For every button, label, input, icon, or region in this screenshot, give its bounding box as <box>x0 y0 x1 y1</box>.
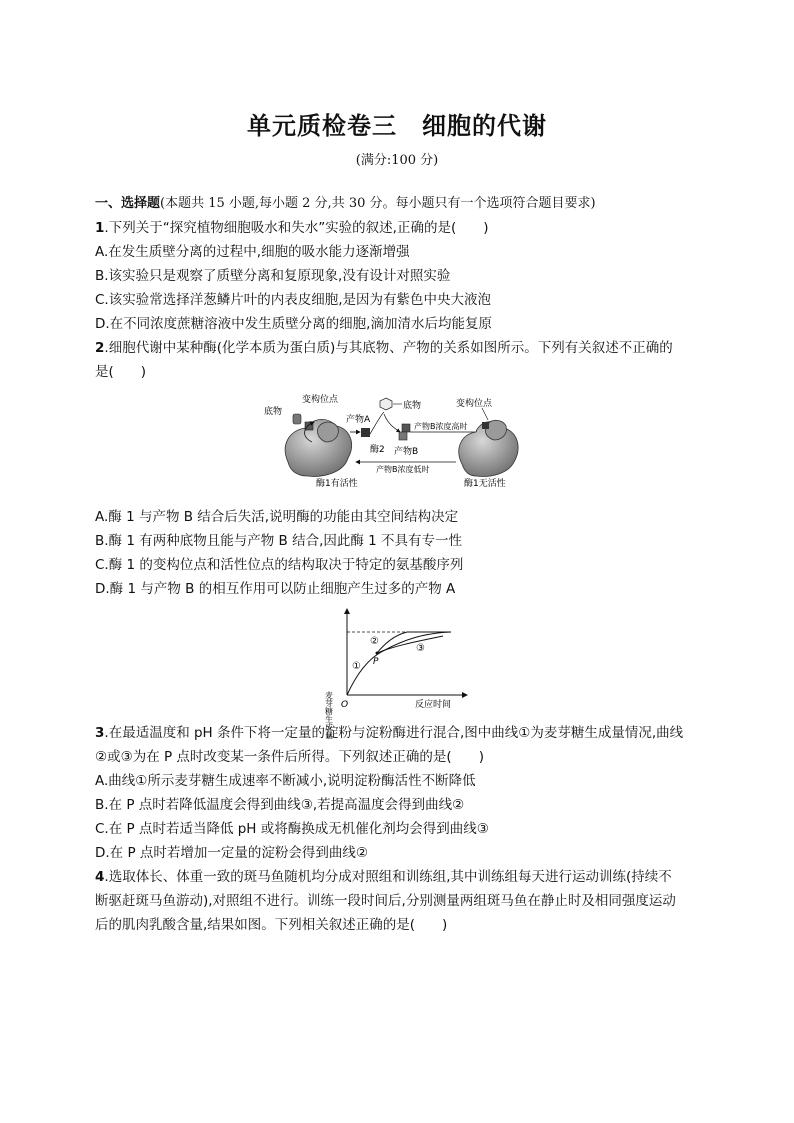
question-4-stem <box>95 868 715 886</box>
label-enzyme2: 酶2 <box>370 445 385 455</box>
q3-option-a: A.曲线①所示麦芽糖生成速率不断减小,说明淀粉酶活性不断降低 <box>95 773 476 789</box>
enzyme2-arrow-down <box>384 414 400 432</box>
curve-3 <box>377 636 443 653</box>
question-3-stem-cont: ②或③为在 P 点时改变某一条件后所得。下列叙述正确的是( ) <box>95 749 484 765</box>
q3-option-c: C.在 P 点时若适当降低 pH 或将酶换成无机催化剂均会得到曲线③ <box>95 821 489 837</box>
label-allosteric-right: 变构位点 <box>456 399 493 409</box>
product-a-shape <box>361 428 370 437</box>
point-p <box>376 652 379 655</box>
question-number: 4 <box>95 869 105 885</box>
origin-label: O <box>341 700 349 710</box>
question-1-stem <box>95 219 715 237</box>
label-substrate-left: 底物 <box>264 407 283 417</box>
q1-option-a: A.在发生质壁分离的过程中,细胞的吸水能力逐渐增强 <box>95 244 410 260</box>
question-text: .在最适温度和 pH 条件下将一定量的淀粉与淀粉酶进行混合,图中曲线①为麦芽糖生成量情况,曲线 <box>104 725 684 741</box>
section-lead: 一、选择题 <box>95 196 161 211</box>
q2-option-d: D.酶 1 与产物 B 的相互作用可以防止细胞产生过多的产物 A <box>95 581 456 597</box>
product-b-shape-lower <box>399 432 407 440</box>
q3-option-b: B.在 P 点时若降低温度会得到曲线③,若提高温度会得到曲线② <box>95 797 465 813</box>
label-high-concentration: 产物B浓度高时 <box>414 422 468 431</box>
bound-product-b <box>482 422 489 429</box>
q1-option-b: B.该实验只是观察了质壁分离和复原现象,没有设计对照实验 <box>95 268 451 284</box>
full-score-note: (满分:100 分) <box>355 153 439 168</box>
enzyme1-lobe <box>317 422 338 442</box>
question-text: .下列关于“探究植物细胞吸水和失水”实验的叙述,正确的是( ) <box>104 220 489 236</box>
label-product-a: 产物A <box>346 415 371 425</box>
label-enzyme1-active: 酶1有活性 <box>316 479 358 489</box>
q1-option-c: C.该实验常选择洋葱鳞片叶的内表皮细胞,是因为有紫色中央大液泡 <box>95 292 492 308</box>
label-low-concentration: 产物B浓度低时 <box>376 465 430 474</box>
q1-option-d: D.在不同浓度蔗糖溶液中发生质壁分离的细胞,滴加清水后均能复原 <box>95 316 492 332</box>
question-2-stem <box>95 339 715 357</box>
question-3-stem <box>95 724 715 742</box>
question-number: 1 <box>95 220 105 236</box>
maltose-curve-figure <box>324 603 475 739</box>
substrate-icon-mid <box>380 398 392 410</box>
question-2-stem-cont: 是( ) <box>95 364 147 380</box>
label-substrate-mid: 底物 <box>403 401 422 411</box>
question-text: .细胞代谢中某种酶(化学本质为蛋白质)与其底物、产物的关系如图所示。下列有关叙述不正确的 <box>104 340 673 356</box>
question-4-stem-cont2: 后的肌肉乳酸含量,结果如图。下列相关叙述正确的是( ) <box>95 917 448 933</box>
curve-1-label: ① <box>352 661 361 672</box>
section-heading <box>95 195 715 213</box>
q3-option-d: D.在 P 点时若增加一定量的淀粉会得到曲线② <box>95 845 369 861</box>
q2-option-a: A.酶 1 与产物 B 结合后失活,说明酶的功能由其空间结构决定 <box>95 509 459 525</box>
question-text: .选取体长、体重一致的斑马鱼随机均分成对照组和训练组,其中训练组每天进行运动训练(持续不 <box>104 869 672 885</box>
label-allosteric-left: 变构位点 <box>302 395 339 405</box>
enzyme-regulation-diagram <box>260 392 530 492</box>
curve-1 <box>347 632 451 695</box>
enzyme2-arrow <box>370 412 384 434</box>
question-number: 2 <box>95 340 105 356</box>
curve-2-label: ② <box>370 636 379 647</box>
curve-3-label: ③ <box>416 643 425 654</box>
x-axis-label: 反应时间 <box>415 700 452 710</box>
allosteric-leader-right <box>482 408 488 420</box>
q2-option-c: C.酶 1 的变构位点和活性位点的结构取决于特定的氨基酸序列 <box>95 557 464 573</box>
point-p-label: P <box>373 657 379 667</box>
y-axis-label: 麦芽糖生成量 <box>324 691 334 739</box>
substrate-cylinder-left <box>293 414 301 424</box>
question-4-stem-cont1: 断驱赶斑马鱼游动),对照组不进行。训练一段时间后,分别测量两组斑马鱼在静止时及相同强度运动 <box>95 893 676 909</box>
label-enzyme1-inactive: 酶1无活性 <box>464 479 506 489</box>
product-b-shape-upper <box>402 424 410 432</box>
label-product-b: 产物B <box>394 447 419 457</box>
question-number: 3 <box>95 725 105 741</box>
page-title: 单元质检卷三 细胞的代谢 <box>247 112 547 140</box>
q2-option-b: B.酶 1 有两种底物且能与产物 B 结合,因此酶 1 不具有专一性 <box>95 533 463 549</box>
section-description: (本题共 15 小题,每小题 2 分,共 30 分。每小题只有一个选项符合题目要求) <box>160 196 596 211</box>
